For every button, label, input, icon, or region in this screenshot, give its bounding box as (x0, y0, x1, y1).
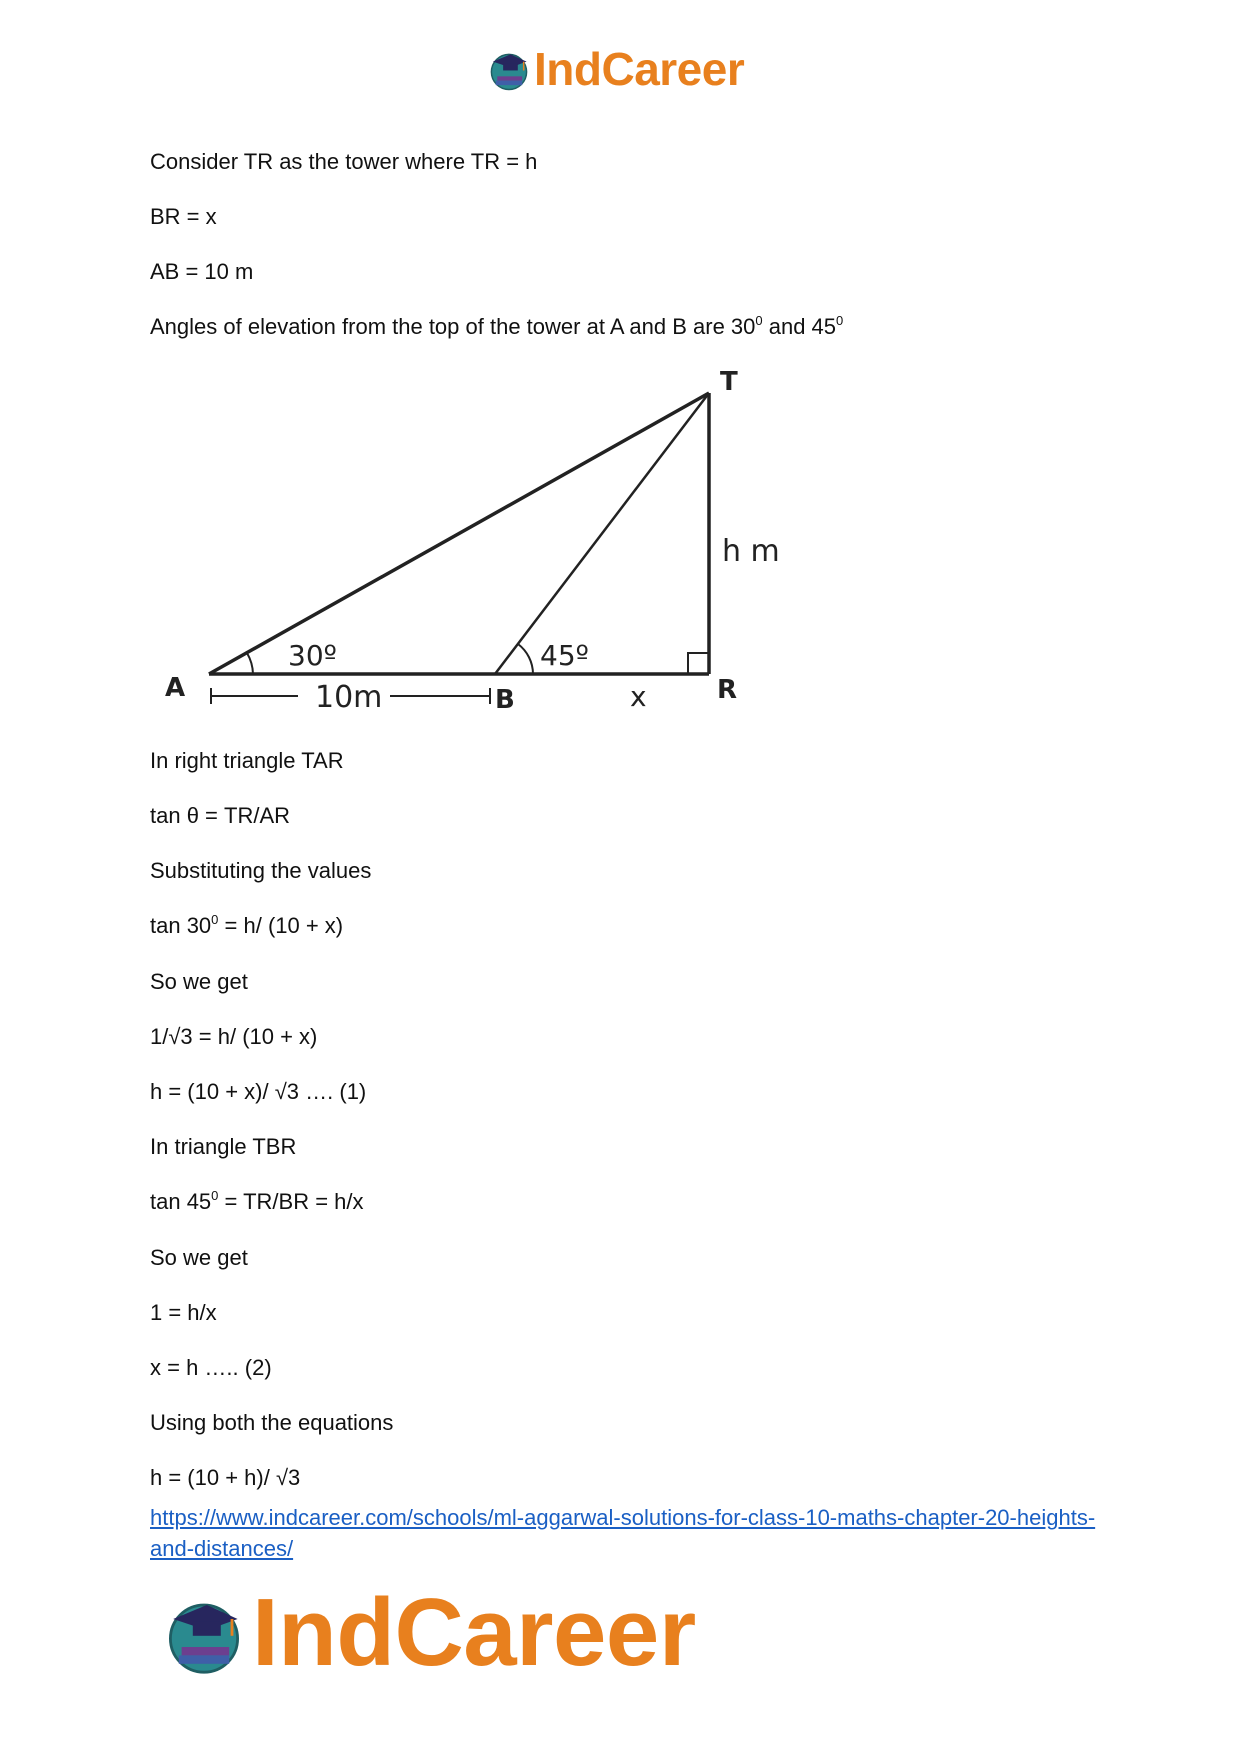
angle-label-a: 30º (288, 639, 337, 672)
brand-name: IndCareer (252, 1579, 696, 1686)
right-angle-mark (688, 653, 709, 674)
text-line: 1/√3 = h/ (10 + x) (150, 1024, 318, 1049)
text-line: h = (10 + x)/ √3 …. (1) (150, 1079, 367, 1104)
text-line: Angles of elevation from the top of the tower at A and B are $30^0$ and $45^0$ (150, 313, 844, 339)
text-line: 1 = h/x (150, 1300, 217, 1325)
point-label-b: B (495, 685, 515, 715)
text-line: In triangle TBR (150, 1134, 297, 1159)
text-line: $\tan 45^0 = TR/BR = h/x$ (150, 1188, 364, 1214)
source-link[interactable]: https://www.indcareer.com/schools/ml-aggarwal-solutions-for-class-10-maths-chapter-20-heights-and-distances/ (150, 1505, 1096, 1561)
distance-label-br: x (630, 680, 647, 713)
text-line: Substituting the values (150, 858, 372, 883)
text-line: tan θ = TR/AR (150, 803, 291, 828)
text-line: Consider TR as the tower where TR = h (150, 149, 538, 174)
text-line: BR = x (150, 204, 217, 229)
text-line: x = h ….. (2) (150, 1355, 272, 1380)
text-line: Using both the equations (150, 1410, 394, 1435)
brand-name: IndCareer (534, 43, 745, 95)
graduation-globe-icon (162, 1591, 246, 1675)
angle-label-b: 45º (540, 639, 589, 672)
text-line: AB = 10 m (150, 259, 254, 284)
distance-label-ab: 10m (315, 680, 383, 715)
text-line: So we get (150, 1245, 248, 1270)
line-bt (495, 393, 709, 674)
height-label: h m (722, 534, 780, 569)
text-line: So we get (150, 969, 248, 994)
angle-arc-b (518, 644, 533, 674)
point-label-a: A (165, 673, 186, 703)
text-line: In right triangle TAR (150, 748, 344, 773)
angle-arc-a (247, 653, 253, 674)
brand-logo-bottom (162, 1578, 696, 1688)
line-at (209, 393, 709, 674)
brand-logo-top (487, 42, 744, 96)
text-line: $\tan 30^0 = h/$ (10 + x) (150, 912, 344, 938)
point-label-r: R (717, 675, 738, 705)
tower-elevation-diagram (150, 370, 800, 715)
point-label-t: T (720, 370, 738, 397)
text-line: h = (10 + h)/ √3 (150, 1465, 301, 1490)
graduation-globe-icon (487, 47, 531, 91)
